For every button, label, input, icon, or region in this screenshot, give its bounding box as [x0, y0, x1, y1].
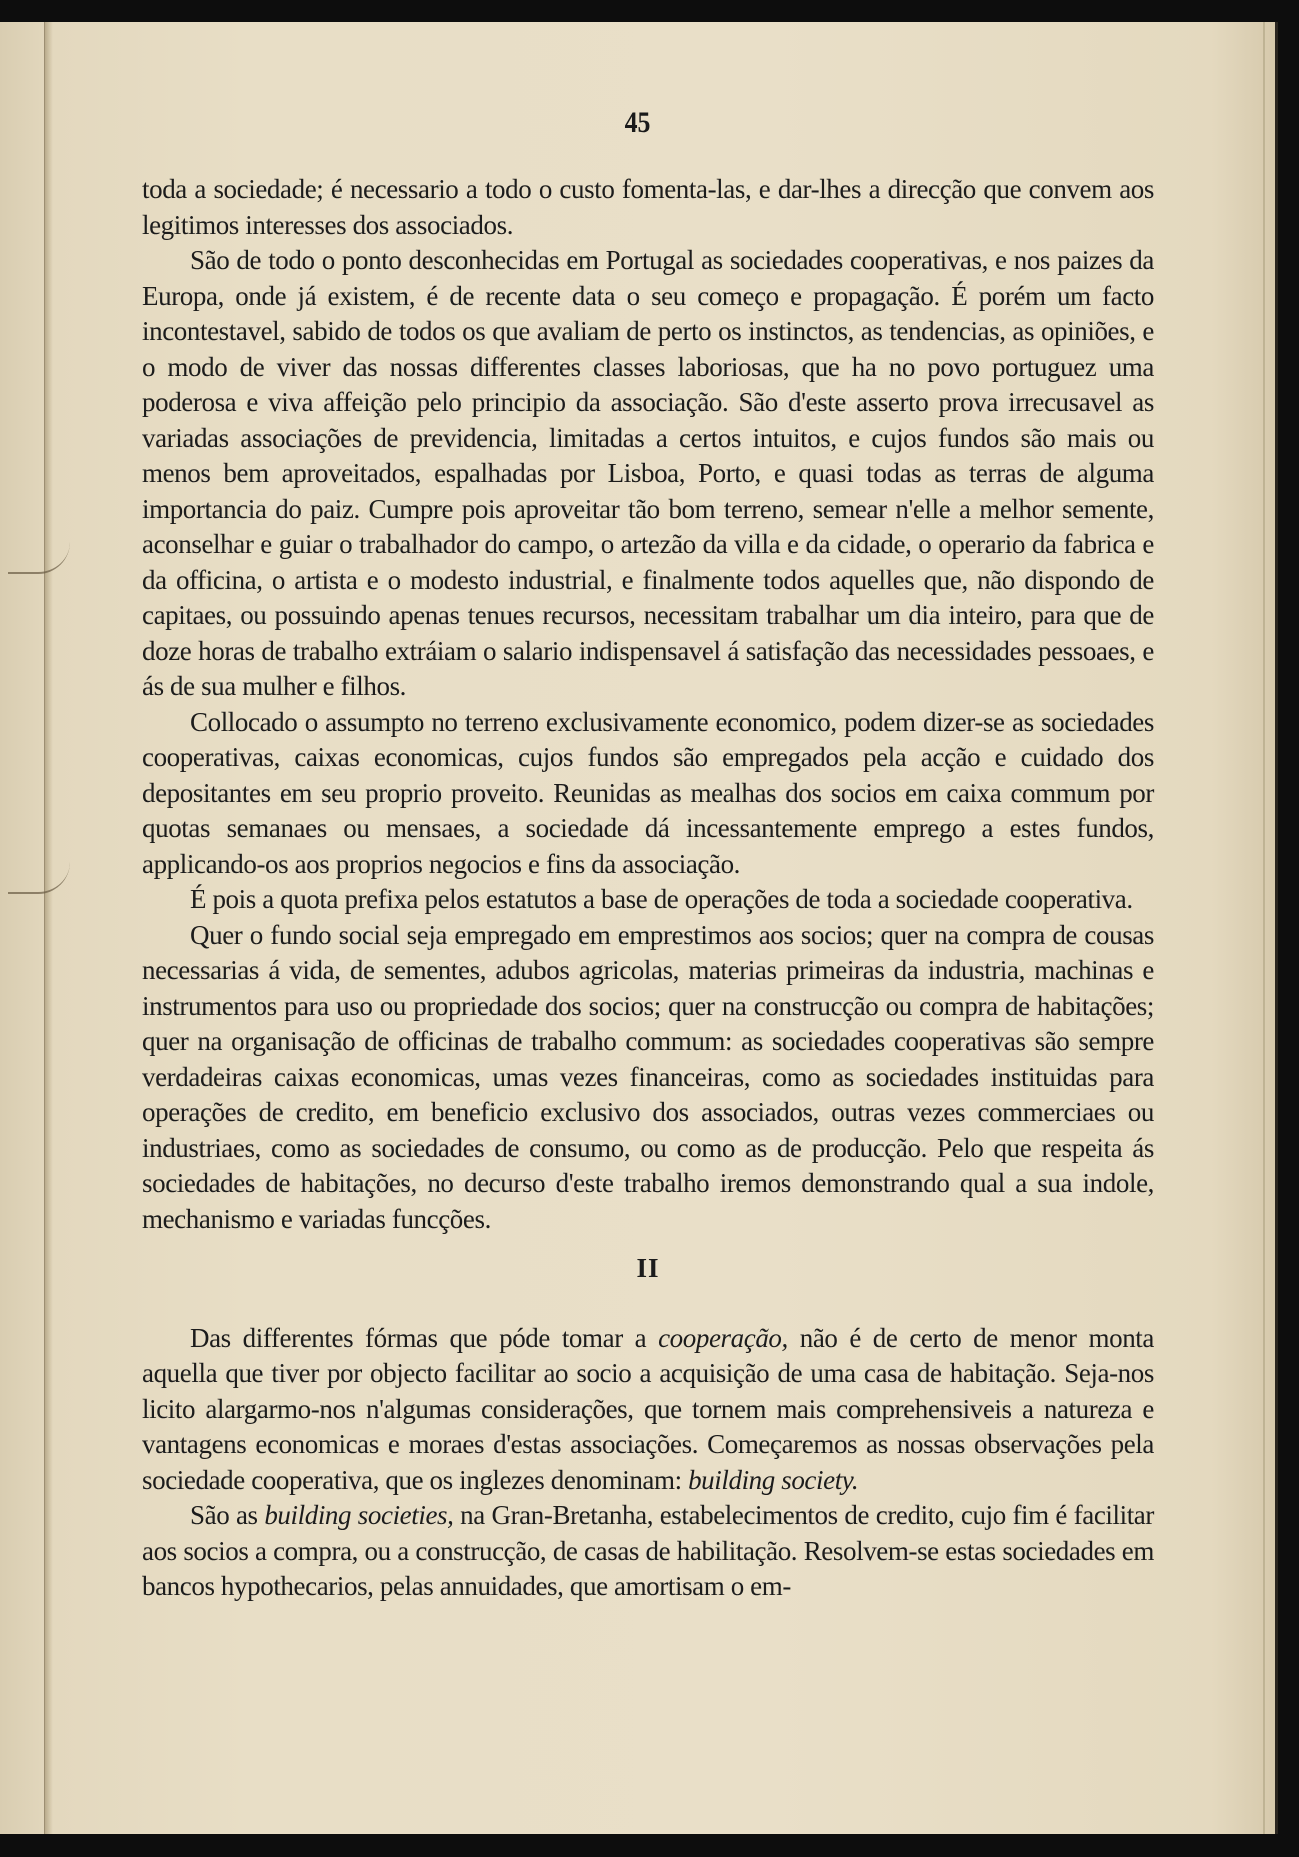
paragraph: São de todo o ponto desconhecidas em Portugal as sociedades cooperativas, e nos paizes da Europa, onde já existem, é de recente data o seu começo e propagação. É porém um facto incontestavel, sabido de todos os que avaliam de perto os instinctos, as tendencias, as opiniões, e o modo de viver das nossas differentes classes laboriosas, que ha no povo portuguez uma poderosa e viva affeição pelo principio da associação. São d'este asserto prova irrecusavel as variadas associações de previdencia, limitadas a certos intuitos, e cujos fundos são mais ou menos bem aproveitados, espalhadas por Lisboa, Porto, e quasi todas as terras de alguma importancia do paiz. Cumpre pois aproveitar tão bom terreno, semear n'elle a melhor semente, aconselhar e guiar o trabalhador do campo, o artezão da villa e da cidade, o operario da fabrica e da officina, o artista e o modesto industrial, e finalmente todos aquelles que, não dispondo de capitaes, ou possuindo apenas tenues recursos, necessitam trabalhar um dia inteiro, para que de doze horas de trabalho extráiam o salario indispensavel á satisfação das necessidades pessoaes, e ás de sua mulher e filhos. [142, 245, 1154, 701]
page-edge [1263, 22, 1265, 1834]
paragraph [142, 1321, 1154, 1499]
book-page [0, 22, 1278, 1834]
page-number: 45 [624, 106, 651, 139]
paragraph: É pois a quota prefixa pelos estatutos a base de operações de toda a sociedade cooperativa. [190, 884, 1133, 914]
paragraph: Quer o fundo social seja empregado em emprestimos aos socios; quer na compra de cousas necessarias á vida, de sementes, adubos agricolas, materias primeiras da industria, machinas e instrumentos para uso ou propriedade dos socios; quer na construcção ou compra de habitações; quer na organisação de officinas de trabalho commum: as sociedades cooperativas são sempre verdadeiras caixas economicas, umas vezes financeiras, como as sociedades instituidas para operações de credito, em beneficio exclusivo dos associados, outras vezes commerciaes ou industriaes, como as sociedades de consumo, ou como as de producção. Pelo que respeita ás sociedades de habitações, no decurso d'este trabalho iremos demonstrando qual a sua indole, mechanismo e variadas funcções. [142, 919, 1154, 1234]
text-run: São as [190, 1500, 265, 1530]
page-gutter [44, 22, 53, 1834]
text-run: Das differentes fórmas que póde tomar a [190, 1322, 659, 1353]
paragraph: toda a sociedade; é necessario a todo o custo fomenta-las, e dar-lhes a direcção que convem aos legitimos interesses dos associados. [142, 174, 1154, 240]
paragraph: Collocado o assumpto no terreno exclusivamente economico, podem dizer-se as sociedades cooperativas, caixas economicas, cujos fundos são empregados pela acção e cuidado dos depositantes em seu proprio proveito. Reunidas as mealhas dos socios em caixa commum por quotas semanaes ou mensaes, a sociedade dá incessantemente emprego a estes fundos, applicando-os aos proprios negocios e fins da associação. [142, 706, 1154, 879]
text-run: não é de certo de menor monta aquella que tiver por objecto facilitar ao socio a acquisição de uma casa de habitação. Seja-nos licito alargarmo-nos n'algumas considerações, que tornem mais comprehensiveis a natureza e vantagens economicas e moraes d'estas associações. Começaremos as nossas observações pela sociedade cooperativa, que os inglezes denominam: [142, 1322, 1154, 1495]
text-run: na Gran-Bretanha, estabelecimentos de credito, cujo fim é facilitar aos socios a compra, ou a construcção, de casas de habilitação. Resolvem-se estas sociedades em bancos hypothecarios, pelas annuidades, que amortisam o em- [142, 1500, 1154, 1601]
section-heading: II [636, 1253, 660, 1283]
body-text [142, 172, 1154, 1605]
paragraph [142, 1498, 1154, 1605]
italic-term: cooperação, [658, 1322, 788, 1353]
italic-term: building societies, [264, 1500, 454, 1530]
binding-thread-mark [8, 862, 70, 894]
binding-thread-mark [8, 542, 70, 574]
italic-term: building society. [688, 1464, 859, 1495]
